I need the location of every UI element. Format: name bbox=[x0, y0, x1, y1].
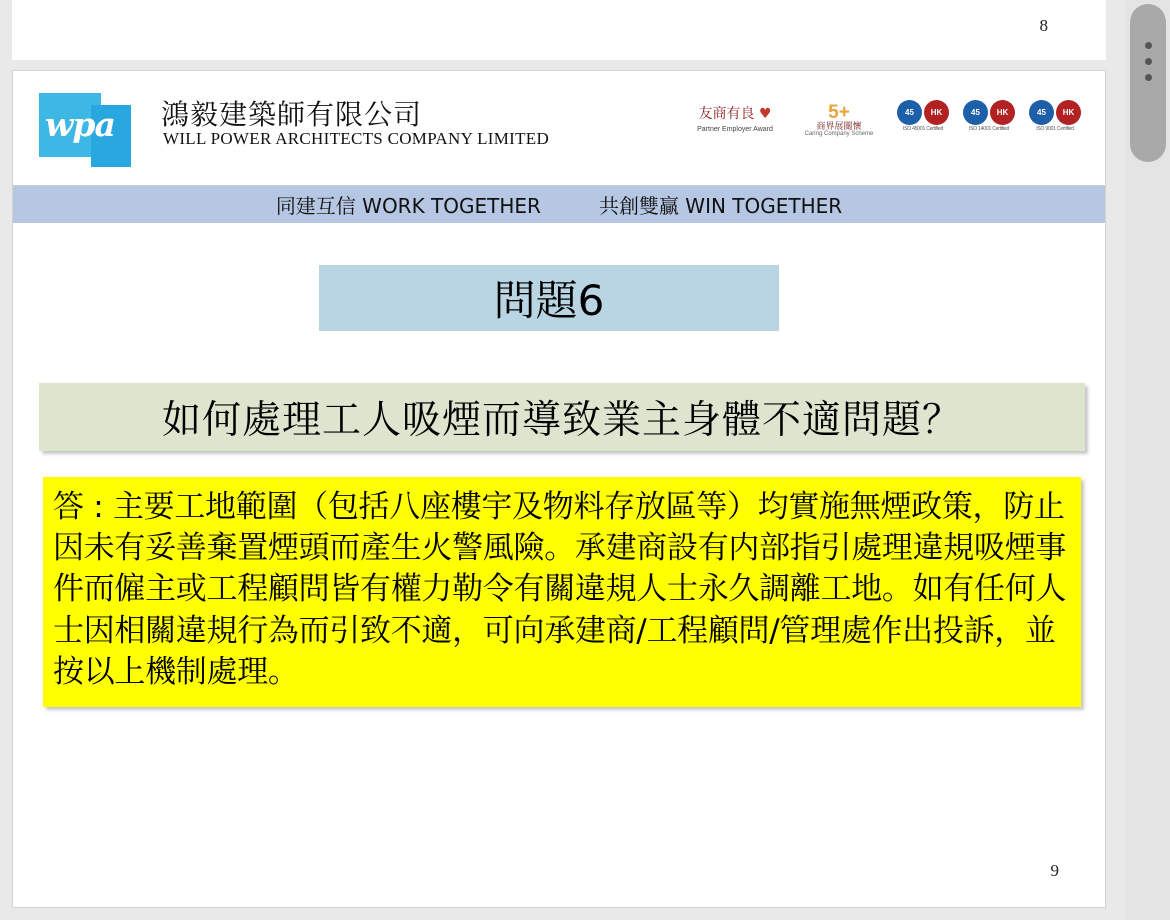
slogan-right: 共創雙贏 WIN TOGETHER bbox=[598, 194, 843, 218]
caring-en: Caring Company Scheme bbox=[804, 131, 874, 138]
iso-certification-1-icon bbox=[895, 100, 951, 140]
page-number: 9 bbox=[1050, 861, 1059, 880]
slogan-bar bbox=[13, 186, 1105, 223]
caring-company-icon bbox=[793, 99, 885, 141]
previous-page-number: 8 bbox=[1039, 16, 1048, 35]
kebab-menu-icon[interactable] bbox=[1145, 42, 1152, 81]
heart-icon: ♥ bbox=[758, 106, 772, 123]
scrollbar-thumb[interactable] bbox=[1130, 4, 1166, 162]
cert-badge-left: 45 bbox=[897, 100, 922, 125]
award-cn-text: 友商有良 bbox=[698, 106, 755, 123]
award-en-text: Partner Employer Award bbox=[697, 125, 773, 133]
answer-box bbox=[43, 477, 1081, 707]
logo-wordmark: wpa bbox=[45, 105, 115, 144]
award-logos bbox=[687, 99, 1083, 141]
kebab-dot bbox=[1145, 74, 1152, 81]
slide-header bbox=[13, 71, 1105, 186]
company-name-chinese: 鴻毅建築師有限公司 bbox=[161, 98, 423, 131]
cert-badge-left: 45 bbox=[1029, 100, 1054, 125]
cert-badge-right: HK bbox=[1056, 100, 1081, 125]
kebab-dot bbox=[1145, 42, 1152, 49]
question-bar bbox=[39, 383, 1085, 451]
caring-cn: 商界展關懷 bbox=[816, 120, 862, 131]
cert-caption: ISO 9001 Certified bbox=[1036, 126, 1074, 132]
slide-title: 問題6 bbox=[319, 265, 779, 331]
partner-employer-award-icon bbox=[687, 99, 783, 141]
cert-badge-right: HK bbox=[924, 100, 949, 125]
cert-caption: ISO 45001 Certified bbox=[902, 126, 944, 132]
company-logo bbox=[39, 93, 135, 167]
cert-badge-right: HK bbox=[990, 100, 1015, 125]
caring-years: 5+ bbox=[828, 101, 850, 123]
company-name-english: WILL POWER ARCHITECTS COMPANY LIMITED bbox=[163, 129, 550, 148]
cert-badge-left: 45 bbox=[963, 100, 988, 125]
kebab-dot bbox=[1145, 58, 1152, 65]
previous-page-sheet bbox=[12, 0, 1106, 60]
slide-page bbox=[12, 70, 1106, 908]
scrollbar-track[interactable] bbox=[1126, 0, 1170, 920]
iso-certification-2-icon bbox=[961, 100, 1017, 140]
iso-certification-3-icon bbox=[1027, 100, 1083, 140]
answer-text: 答 : 主要工地範圍（包括八座樓宇及物料存放區等）均實施無煙政策，防止因未有妥善棄置煙頭而產生火警風險。承建商設有内部指引處理違規吸煙事件而僱主或工程顧問皆有權力勒令有關違規人士永久調離工地。如有任何人士因相關違規行為而引致不適，可向承建商/工程顧問/管理處作出投訴，並按以上機制處理。 bbox=[53, 489, 1067, 690]
cert-caption: ISO 14001 Certified bbox=[968, 126, 1010, 132]
slogan-left: 同建互信 WORK TOGETHER bbox=[275, 194, 541, 218]
question-text: 如何處理工人吸煙而導致業主身體不適問題？ bbox=[161, 398, 962, 443]
